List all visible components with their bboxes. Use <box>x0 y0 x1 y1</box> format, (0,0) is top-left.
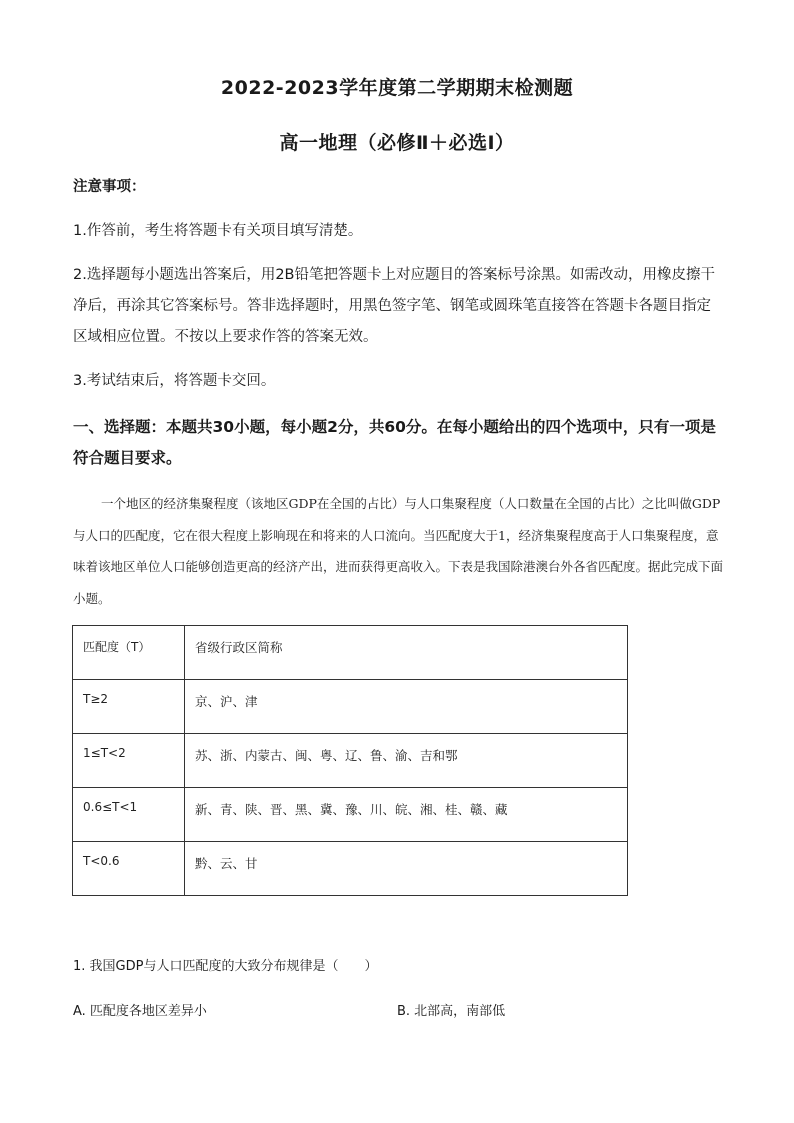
match-table <box>72 625 628 896</box>
question-1-option-b[interactable]: B. 北部高，南部低 <box>397 1004 506 1019</box>
table-header-cell: 匹配度（T） <box>73 626 185 680</box>
intro-paragraph: 一个地区的经济集聚程度（该地区GDP在全国的占比）与人口集聚程度（人口数量在全国的占比）之比叫做GDP与人口的匹配度，它在很大程度上影响现在和将来的人口流向。当匹配度大于1，经济集聚程度高于人口集聚程度，意味着该地区单位人口能够创造更高的经济产出，进而获得更高收入。下表是我国除港澳台外各省匹配度。据此完成下面小题。 <box>73 496 724 606</box>
table-row <box>73 842 628 896</box>
notice-item-2: 2.选择题每小题选出答案后，用2B铅笔把答题卡上对应题目的答案标号涂黑。如需改动，用橡皮擦干净后，再涂其它答案标号。答非选择题时，用黑色签字笔、钢笔或圆珠笔直接答在答题卡各题目指定区域相应位置。不按以上要求作答的答案无效。 <box>73 267 716 345</box>
section-heading: 一、选择题：本题共30小题，每小题2分，共60分。在每小题给出的四个选项中，只有一项是符合题目要求。 <box>73 418 716 467</box>
notice-item-3: 3.考试结束后，将答题卡交回。 <box>73 373 276 389</box>
question-1-option-a[interactable]: A. 匹配度各地区差异小 <box>73 1004 207 1019</box>
table-row <box>73 788 628 842</box>
table-cell: T<0.6 <box>73 842 185 896</box>
table-cell: 新、青、陕、晋、黑、冀、豫、川、皖、湘、桂、赣、藏 <box>185 788 628 842</box>
table-cell: 0.6≤T<1 <box>73 788 185 842</box>
table-row <box>73 734 628 788</box>
table-header-cell: 省级行政区简称 <box>185 626 628 680</box>
table-cell: 黔、云、甘 <box>185 842 628 896</box>
exam-subtitle: 高一地理（必修Ⅱ＋必选Ⅰ） <box>279 132 515 154</box>
notice-item-1: 1.作答前，考生将答题卡有关项目填写清楚。 <box>73 223 363 239</box>
table-cell: 京、沪、津 <box>185 680 628 734</box>
notice-heading: 注意事项： <box>73 179 146 195</box>
question-1-stem: 1. 我国GDP与人口匹配度的大致分布规律是（ ） <box>73 959 378 974</box>
table-row <box>73 680 628 734</box>
table-header-row <box>73 626 628 680</box>
table-cell: 1≤T<2 <box>73 734 185 788</box>
table-cell: 苏、浙、内蒙古、闽、粤、辽、鲁、渝、吉和鄂 <box>185 734 628 788</box>
table-cell: T≥2 <box>73 680 185 734</box>
exam-title: 2022-2023学年度第二学期期末检测题 <box>220 77 574 99</box>
